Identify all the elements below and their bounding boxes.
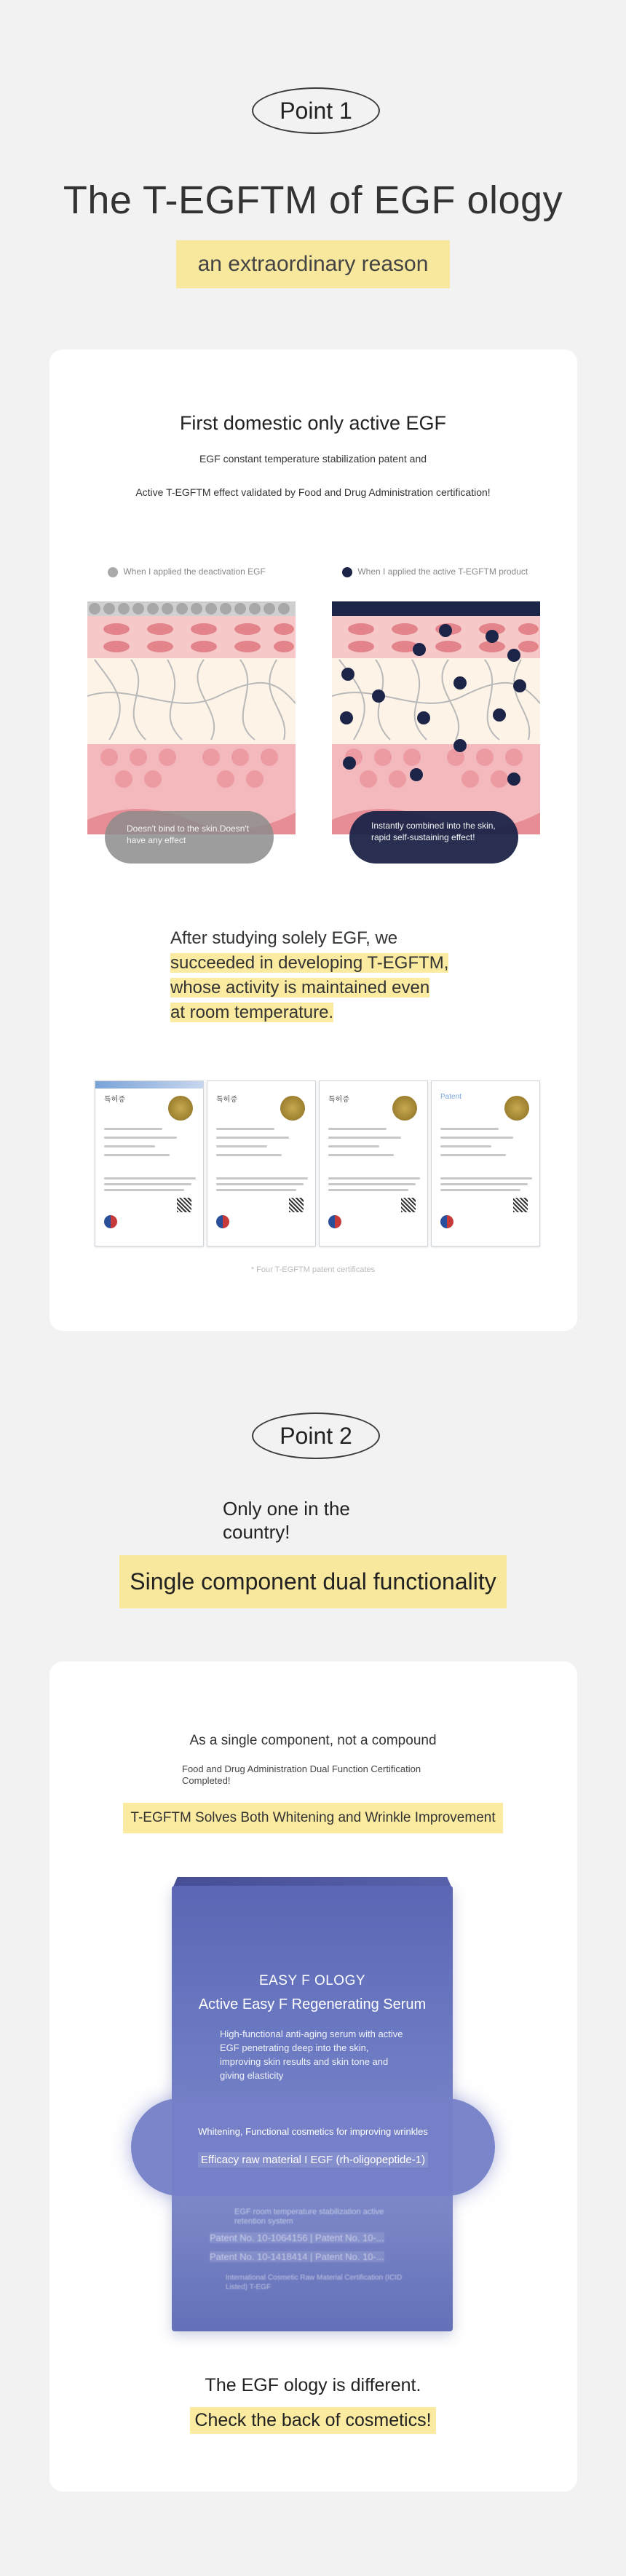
grey-dot-icon [108, 567, 118, 577]
quote-line-3: whose activity is maintained even [170, 978, 430, 997]
fine-line-2: retention system [234, 2217, 293, 2226]
product-brand: EASY F OLOGY [258, 1973, 366, 1988]
pill-line-2: Efficacy raw material I EGF (rh-oligopeptide-1) [198, 2152, 428, 2168]
box-fine-print-2 [226, 2273, 402, 2292]
point-2-badge [252, 1413, 380, 1459]
patent-number-1: Patent No. 10-1064156 | Patent No. 10-... [210, 2232, 384, 2243]
legend-deactivated [108, 566, 266, 577]
patent-certificate-2 [207, 1080, 316, 1246]
qr-code-icon [401, 1198, 416, 1212]
skin-diagram-deactivated [87, 601, 296, 834]
card-1-quote [170, 926, 476, 1025]
point-2-small-title [223, 1497, 350, 1544]
bubble-instant-effect: Instantly combined into the skin, rapid self-sustaining effect! [349, 811, 518, 864]
point-1-subtitle: an extraordinary reason [176, 240, 451, 288]
fine-line-1: EGF room temperature stabilization active [234, 2208, 384, 2216]
pill-line-2-wrap [131, 2154, 495, 2167]
certificate-title: 특허증 [216, 1096, 237, 1104]
certificate-title: 특허증 [104, 1096, 125, 1104]
korean-emblem-icon [216, 1215, 229, 1228]
quote-line-2: succeeded in developing T-EGFTM, [170, 953, 449, 973]
card-1-line-2: Active T-EGFTM effect validated by Food and Drug Administration certification! [135, 486, 491, 498]
fine-line-4: Listed) T-EGF [226, 2283, 272, 2291]
qr-code-icon [177, 1198, 191, 1212]
skin-layers-active-illustration [332, 601, 540, 834]
skin-layers-illustration [87, 601, 296, 834]
patent-certificate-1 [95, 1080, 204, 1246]
gold-seal-icon [168, 1096, 193, 1121]
legend-deactivated-label: When I applied the deactivation EGF [123, 566, 266, 577]
gold-seal-icon [392, 1096, 417, 1121]
legend-active-label: When I applied the active T-EGFTM product [357, 566, 528, 577]
patent-certificate-4 [431, 1080, 540, 1246]
patent-number-2: Patent No. 10-1418414 | Patent No. 10-... [210, 2251, 384, 2262]
product-desc-line-2: EGF penetrating deep into the skin, [220, 2042, 369, 2053]
point-2-small-line-2: country! [223, 1521, 290, 1543]
product-description [220, 2027, 431, 2082]
qr-code-icon [289, 1198, 304, 1212]
fine-line-3: International Cosmetic Raw Material Certification (ICID [226, 2274, 403, 2282]
point-2-small-line-1: Only one in the [223, 1498, 350, 1520]
product-desc-line-1: High-functional anti-aging serum with active [220, 2028, 403, 2039]
point-1-badge-label: Point 1 [280, 97, 352, 124]
product-desc-line-3: improving skin results and skin tone and [220, 2056, 389, 2067]
point-1-badge [252, 87, 380, 134]
certificate-title: 특허증 [328, 1096, 349, 1104]
qr-code-icon [513, 1198, 528, 1212]
korean-emblem-icon [328, 1215, 341, 1228]
card-2-highlight: T-EGFTM Solves Both Whitening and Wrinkle Improvement [123, 1803, 502, 1833]
card-1-heading: First domestic only active EGF [179, 412, 447, 434]
gold-seal-icon [280, 1096, 305, 1121]
patent-certificate-3 [319, 1080, 428, 1246]
box-fine-print-1 [234, 2208, 384, 2227]
bubble-no-effect: Doesn't bind to the skin.Doesn't have any effect [105, 811, 274, 864]
product-desc-line-4: giving elasticity [220, 2070, 284, 2081]
footer-line-2: Check the back of cosmetics! [190, 2407, 435, 2434]
navy-dot-icon [342, 567, 352, 577]
korean-emblem-icon [104, 1215, 117, 1228]
point-2-title-wrap [0, 1555, 626, 1608]
card-2-sub-1: Food and Drug Administration Dual Function Certification [182, 1763, 421, 1774]
gold-seal-icon [504, 1096, 529, 1121]
card-2-heading: As a single component, not a compound [189, 1733, 437, 1748]
product-name: Active Easy F Regenerating Serum [198, 1996, 427, 2012]
point-1-subtitle-wrap [0, 240, 626, 288]
legend-active [342, 566, 528, 577]
point-2-badge-label: Point 2 [280, 1422, 352, 1449]
pill-line-1: Whitening, Functional cosmetics for improving wrinkles [198, 2126, 428, 2137]
korean-emblem-icon [440, 1215, 453, 1228]
certificate-caption: * Four T-EGFTM patent certificates [250, 1265, 376, 1274]
certificate-title: Patent [440, 1093, 461, 1101]
point-2-title: Single component dual functionality [119, 1555, 506, 1608]
quote-line-1: After studying solely EGF, we [170, 928, 398, 948]
card-2-sub-2: Completed! [182, 1775, 231, 1786]
card-1-line-1: EGF constant temperature stabilization patent and [199, 453, 427, 465]
card-2-subtext [182, 1763, 421, 1787]
quote-line-4: at room temperature. [170, 1003, 334, 1022]
point-1-title: The T-EGFTM of EGF ology [63, 178, 563, 222]
card-2-highlight-wrap [0, 1803, 626, 1833]
footer-line-1: The EGF ology is different. [205, 2375, 421, 2395]
certification-pill [131, 2098, 495, 2196]
skin-diagram-active [332, 601, 540, 834]
footer-line-2-wrap [0, 2407, 626, 2434]
